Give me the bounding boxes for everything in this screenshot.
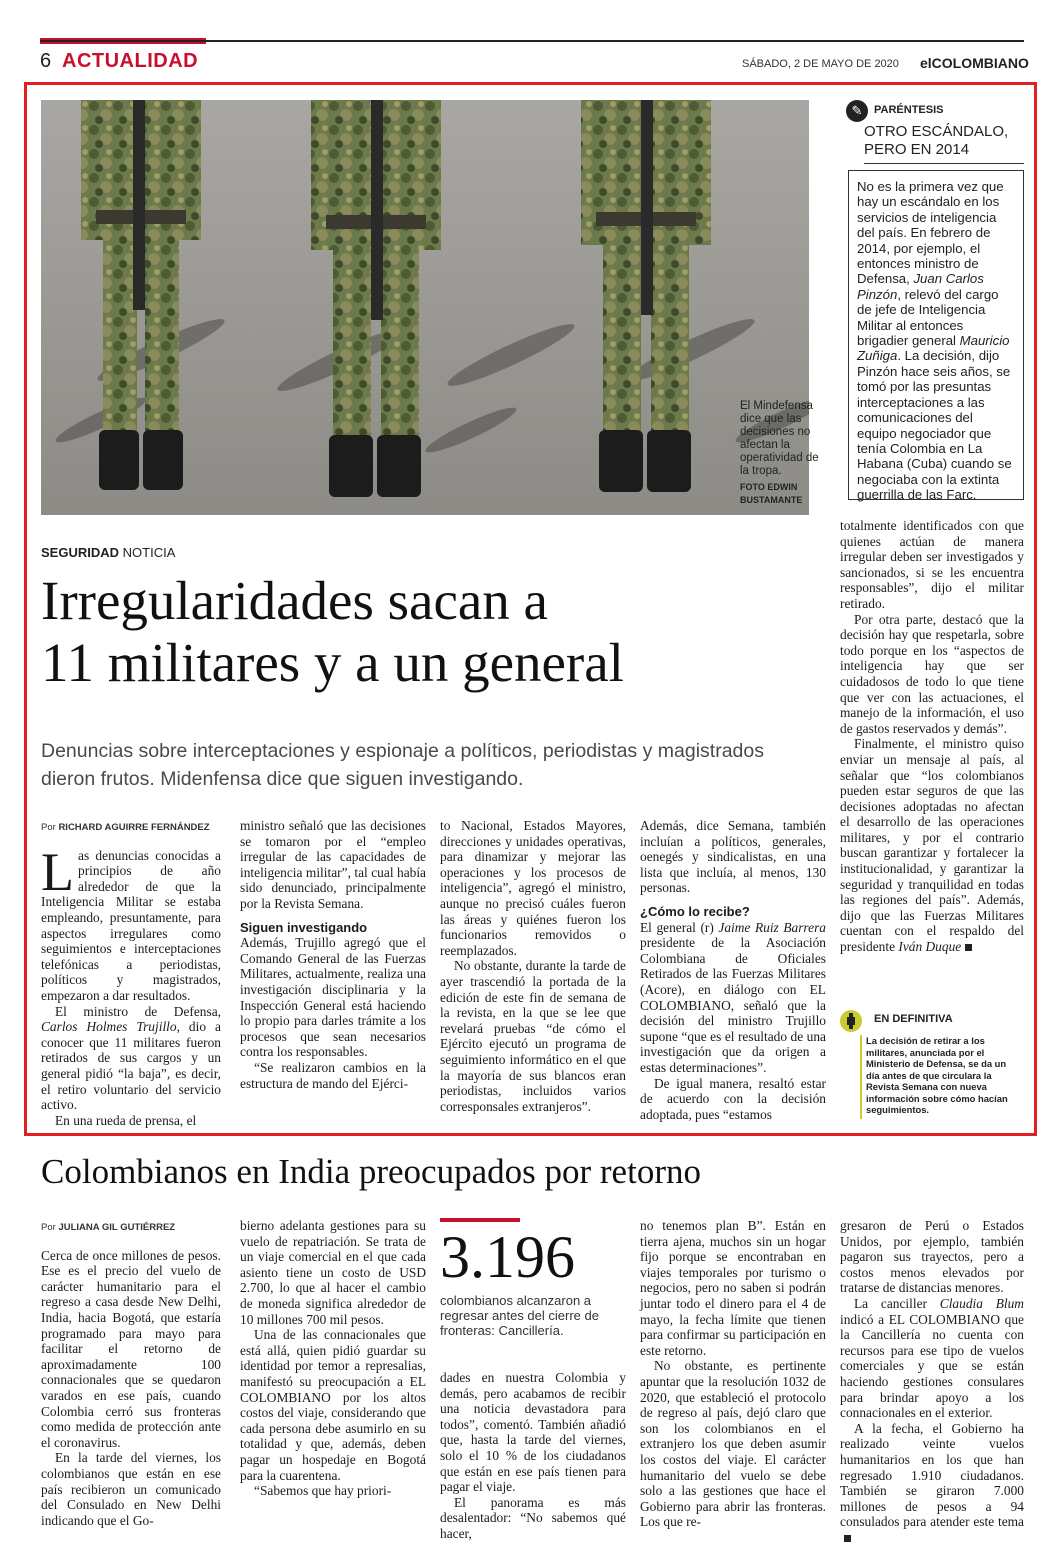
paragraph: [41, 1004, 221, 1113]
stat-number: 3.196: [440, 1224, 575, 1290]
article-column-2: [240, 818, 426, 1091]
paragraph: to Nacional, Estados Mayores, direcciones y unidades operativas, para dinamizar y mejorar las operaciones y los procesos de inteligencia”, agregó el ministro, aunque no precisó cuáles fueron las áreas y quiénes fueron los funcionarios removidos o reemplazados.: [440, 818, 626, 958]
byline: [41, 820, 221, 836]
paragraph: No obstante, es pertinente apuntar que la resolución 1032 de 2020, que estableció el protocolo de regreso al país, dejó claro que son los colombianos en el extranjero los que deben asumir los costos del viaje. El carácter humanitario del vuelo se debe solo a las gestiones que hace el Gobierno para abrir las fronteras. Los que re-: [640, 1358, 826, 1530]
paragraph-text: Finalmente, el ministro quiso enviar un mensaje al país, al señalar que “los colombianos pueden estar seguros de que las decisiones adoptadas no afectan el desarrollo de las operaciones militares, y por el contrario buscan garantizar y fortalecer la institucionalidad, y garantizar la seguridad y tranquilidad en todas las regiones del país”. Además, dijo que las Fuerzas Militares cuentan con el respaldo del presidente: [840, 736, 1024, 955]
header-rule: [40, 40, 1024, 42]
paragraph: Por otra parte, destacó que la decisión hay que respetarla, sobre todo porque en los “aspectos de inteligencia hay que ser cuidadosos de todo lo que tiene que ver con las actuaciones, el manejo de la información, el uso de gastos reservados y demás”.: [840, 611, 1024, 736]
paragraph: [840, 1296, 1024, 1421]
sidebar-text: No es la primera vez que hay un escándalo en los servicios de inteligencia del país. En febrero de 2014, por ejemplo, el entonces ministro de Defensa,: [857, 179, 1004, 287]
sidebar-text: , relevó del cargo de jefe de Inteligencia Militar al entonces brigadier general: [857, 286, 999, 349]
article2-column-1: [41, 1220, 221, 1528]
paragraph: Además, dice Semana, también incluían a políticos, generales, oenegés y sindicalistas, en una lista que incluía, al menos, 130 personas.: [640, 818, 826, 896]
sidebar-rule: [864, 163, 1024, 164]
paragraph: ministro señaló que las decisiones se tomaron por el “empleo irregular de las capacidades de inteligencia militar”, tal cual había sido denunciado, principalmente por la Revista Semana.: [240, 818, 426, 911]
paragraph: [41, 841, 221, 1004]
subheading: Siguen investigando: [240, 919, 368, 935]
person-name: Carlos Holmes Trujillo: [41, 1019, 177, 1035]
paragraph-text: El ministro de Defensa,: [55, 1003, 221, 1019]
byline-prefix: Por: [41, 822, 56, 833]
paragraph: “Sabemos que hay priori-: [254, 1483, 392, 1499]
byline-author: RICHARD AGUIRRE FERNÁNDEZ: [58, 822, 210, 833]
article-column-1: [41, 820, 221, 1128]
en-definitiva-label: EN DEFINITIVA: [874, 1013, 953, 1025]
person-name: Iván Duque: [898, 939, 962, 955]
dateline: SÁBADO, 2 DE MAYO DE 2020: [742, 58, 899, 70]
paragraph: Además, Trujillo agregó que el Comando General de las Fuerzas Militares, actualmente, realiza una investigación disciplinaria y la Inspección General está haciendo lo propio para darles trámite a los procesos que sean necesarios contra los responsables.: [240, 935, 426, 1060]
sidebar-name: Juan Carlos Pinzón: [857, 271, 984, 302]
paragraph: No obstante, durante la tarde de ayer trascendió la portada de la edición de este fin de semana de la revista, en la que se lee que revelará pruebas “de cómo el Ejército ejecutó un programa de seguimiento informático en el que la mayoría de sus blancos eran periodistas, incluidos varios corresponsales extranjeros”.: [440, 958, 626, 1114]
paragraph: dades en nuestra Colombia y demás, pero acabamos de recibir una noticia devastadora para todos”, comentó. También añadió que, hasta la tarde del viernes, solo el 10 % de los ciudadanos que están en ese país tienen para pagar el viaje.: [440, 1370, 626, 1495]
article-headline: [41, 570, 821, 694]
drop-cap: L: [41, 841, 74, 902]
stat-accent-bar: [440, 1218, 520, 1222]
photo-credit: FOTO EDWIN BUSTAMANTE: [740, 482, 803, 505]
article2-headline: Colombianos en India preocupados por retorno: [41, 1152, 701, 1191]
byline-author: JULIANA GIL GUTIÉRREZ: [58, 1222, 176, 1233]
article2-column-5: [840, 1218, 1024, 1545]
paragraph: En la tarde del viernes, los colombianos que están en ese país recibieron un comunicado del Consulado en New Delhi indicando que el Go-: [41, 1450, 221, 1528]
paragraph: [840, 736, 1024, 954]
sidebar-name: Mauricio Zuñiga: [857, 333, 1010, 364]
paragraph: [640, 920, 826, 1076]
soldiers-photo: [41, 100, 809, 515]
paragraph-text: , dio a conocer que 11 militares fueron retirados de sus cargos y un general pidió “la baja”, es decir, el retiro voluntario del servicio activo.: [41, 1019, 221, 1113]
page-number: 6: [40, 50, 52, 72]
paragraph: Cerca de once millones de pesos. Ese es el precio del vuelo de carácter humanitario para el regreso a casa desde New Delhi, India, hacia Bogotá, que estaría programado para mayo para facilitar el retorno de aproximadamente 100 connacionales que se quedaron varados en ese país, cuando Colombia cerró sus fronteras como medida de protección ante el coronavirus.: [41, 1247, 221, 1450]
paragraph: “Se realizaron cambios en la estructura de mando del Ejérci-: [240, 1059, 426, 1091]
byline: [41, 1220, 221, 1236]
caption-text: El Mindefensa dice que las decisiones no afectan la operatividad de la tropa.: [740, 400, 819, 477]
paragraph: En una rueda de prensa, el: [55, 1112, 197, 1128]
kicker-type: NOTICIA: [122, 545, 176, 560]
en-definitiva-text: La decisión de retirar a los militares, anunciada por el Ministerio de Defensa, se da un día antes de que circulara la Revista Semana con nueva información sobre cómo hacían seguimientos.: [860, 1035, 1020, 1119]
paragraph-text: as denuncias conocidas a principios de año alrededor de que la Inteligencia Militar se estaba empleando, presuntamente, para aspectos irregulares como seguimientos e interceptaciones telefónicas a periodistas, políticos y magistrados, empezaron a dar resultados.: [41, 847, 221, 1003]
article2-column-3: [440, 1370, 626, 1542]
stat-description: colombianos alcanzaron a regresar antes del cierre de fronteras: Cancillería.: [440, 1293, 599, 1338]
byline-prefix: Por: [41, 1222, 56, 1233]
paragraph: gresaron de Perú o Estados Unidos, por ejemplo, también pagaron sus trayectos, pero a costos menos elevados por tratarse de distancias menores.: [840, 1218, 1024, 1296]
headline-line: 11 militares y a un general: [41, 632, 624, 693]
en-definitiva-icon: [840, 1010, 862, 1032]
soldiers-illustration: [41, 100, 809, 515]
paragraph-text: indicó a EL COLOMBIANO que la Cancillería no cuenta con recursos para ese tipo de vuelos comerciales y que se están haciendo gestiones consulares para brindar apoyo a los connacionales en el exterior.: [840, 1311, 1024, 1421]
end-mark: [965, 944, 972, 951]
paragraph-text: La canciller: [854, 1295, 940, 1311]
masthead-logo: elCOLOMBIANO: [920, 55, 1029, 71]
paragraph: De igual manera, resaltó estar de acuerdo con la decisión adoptada, pues “estamos: [640, 1075, 826, 1122]
sidebar-body: [848, 170, 1024, 503]
article-kicker: [41, 545, 175, 560]
paragraph: El panorama es más desalentador: “No sabemos qué hacer,: [440, 1494, 626, 1541]
section-label: ACTUALIDAD: [62, 50, 199, 72]
paragraph: Una de las connacionales que está allá, quien pidió guardar su identidad por temor a represalias, manifestó su preocupación a EL COLOMBIANO por los altos costos del viaje, considerando que cada persona debe asumirlo en su totalidad y que, además, deben pagar un hospedaje en Bogotá para la cuarentena.: [240, 1327, 426, 1483]
article2-column-4: [640, 1218, 826, 1530]
article-column-3: [440, 818, 626, 1114]
parentesis-icon: ✎: [846, 100, 868, 122]
paragraph: no tenemos plan B”. Están en tierra ajena, muchos sin un hogar fijo porque se encontraban en viajes temporales por turismo o negocios, pero no saben si podrán juntar todo el dinero para el 4 de mayo, la fecha límite que tienen para confirmar su participación en este retorno.: [640, 1218, 826, 1358]
paragraph-text: El general (r): [640, 919, 719, 935]
article-deck: Denuncias sobre interceptaciones y espionaje a políticos, periodistas y magistrados dieron frutos. Midenfensa dice que siguen investigando.: [41, 740, 764, 790]
article-column-5: [840, 518, 1024, 955]
person-name: Claudia Blum: [939, 1295, 1024, 1311]
sidebar-label: PARÉNTESIS: [874, 104, 944, 116]
article-column-4: [640, 818, 826, 1122]
paragraph-text: A la fecha, el Gobierno ha realizado veinte vuelos humanitarios en los que han regresado 1.910 ciudadanos. También se giraron 7.000 millones de pesos a 94 consulados para atender este tema: [840, 1420, 1024, 1530]
paragraph-text: presidente de la Asociación Colombiana de Oficiales Retirados de las Fuerzas Militares (Acore), en diálogo con EL COLOMBIANO, señaló que la decisión del ministro Trujillo supone “que es el resultado de una investigación que da origen a estas determinaciones”.: [640, 935, 826, 1075]
end-mark: [844, 1535, 851, 1542]
subheading: ¿Cómo lo recibe?: [640, 903, 750, 919]
paragraph: [840, 1421, 1024, 1546]
paragraph: bierno adelanta gestiones para su vuelo de repatriación. Se trata de un viaje comercial en el que cada asiento tiene un costo de USD 2.700, lo que al hacer el cambio de moneda significa alrededor de 10 millones 700 mil pesos.: [240, 1218, 426, 1327]
sidebar-text: . La decisión, dijo Pinzón hace seis años, se tomó por las presuntas interceptaciones a las comunicaciones del equipo negociador que tenía Colombia en La Habana (Cuba) cuando se negociaba con la extinta guerrilla de las Farc.: [857, 348, 1012, 503]
article2-column-2: [240, 1218, 426, 1499]
sidebar-title: OTRO ESCÁNDALO, PERO EN 2014: [864, 123, 1009, 158]
photo-caption: [740, 400, 820, 507]
person-name: Jaime Ruiz Barrera: [718, 919, 826, 935]
headline-line: Irregularidades sacan a: [41, 570, 548, 631]
paragraph: totalmente identificados con que quienes actúan de manera irregular deben ser investigados y sancionados, si se les encuentra responsables”, dijo el militar retirado.: [840, 518, 1024, 611]
kicker-topic: SEGURIDAD: [41, 545, 120, 560]
